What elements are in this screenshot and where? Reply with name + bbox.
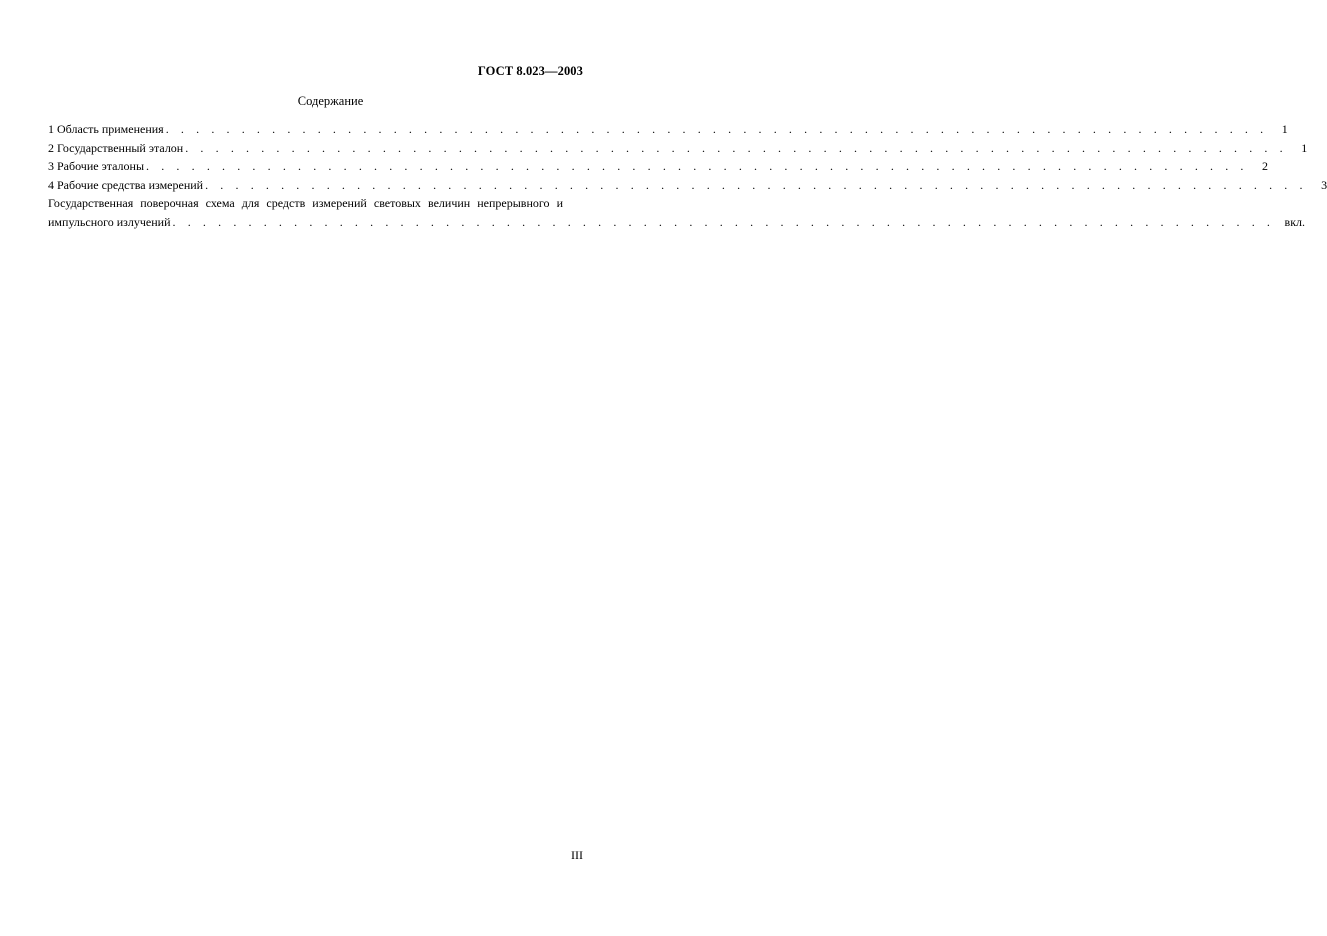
toc-dot-leader: . . . . . . . . . . . . . . . . . . . . . . . . . . . . . . . . . . . . . . . . . . . . . . . . . . . . . . . . . . . . . . . . . . . . . . . . . [205, 177, 1308, 192]
toc-dot-leader: . . . . . . . . . . . . . . . . . . . . . . . . . . . . . . . . . . . . . . . . . . . . . . . . . . . . . . . . . . . . . . . . . . . . . . . . . [172, 214, 1275, 229]
toc-entry-label: 4 Рабочие средства измерений [48, 177, 204, 192]
toc-entry-working-standards[interactable] [48, 157, 1269, 176]
toc-entry-label: 3 Рабочие эталоны [48, 159, 145, 174]
toc-title: Содержание [297, 94, 364, 108]
toc-dot-leader: . . . . . . . . . . . . . . . . . . . . . . . . . . . . . . . . . . . . . . . . . . . . . . . . . . . . . . . . . . . . . . . . . . . . . . . . . [185, 140, 1288, 155]
toc-entry-label: 2 Государственный эталон [48, 140, 184, 155]
table-of-contents [48, 120, 1327, 232]
toc-entry-page: 3 [1321, 177, 1327, 192]
toc-dot-leader: . . . . . . . . . . . . . . . . . . . . . . . . . . . . . . . . . . . . . . . . . . . . . . . . . . . . . . . . . . . . . . . . . . . . . . . . . [165, 122, 1268, 136]
page-number: III [571, 848, 583, 862]
toc-entry-state-standard[interactable] [48, 139, 1308, 158]
document-standard-id: ГОСТ 8.023—2003 [477, 64, 583, 78]
toc-entry-scope[interactable] [48, 120, 1288, 139]
toc-entry-label: импульсного излучений [48, 214, 171, 229]
toc-entry-page: 1 [1301, 140, 1308, 155]
toc-dot-leader: . . . . . . . . . . . . . . . . . . . . . . . . . . . . . . . . . . . . . . . . . . . . . . . . . . . . . . . . . . . . . . . . . . . . . . . . . [146, 159, 1249, 174]
toc-entry-page: 2 [1262, 159, 1269, 174]
toc-entry-appendix[interactable] [48, 213, 1306, 232]
toc-entry-measuring-instruments[interactable] [48, 176, 1327, 195]
toc-entry-page: вкл. [1284, 214, 1306, 229]
toc-entry-page: 1 [1281, 122, 1288, 136]
toc-appendix-line-1[interactable]: Государственная поверочная схема для средств измерений световых величин непрерывного и [48, 196, 563, 211]
toc-entry-label: 1 Область применения [48, 122, 164, 136]
